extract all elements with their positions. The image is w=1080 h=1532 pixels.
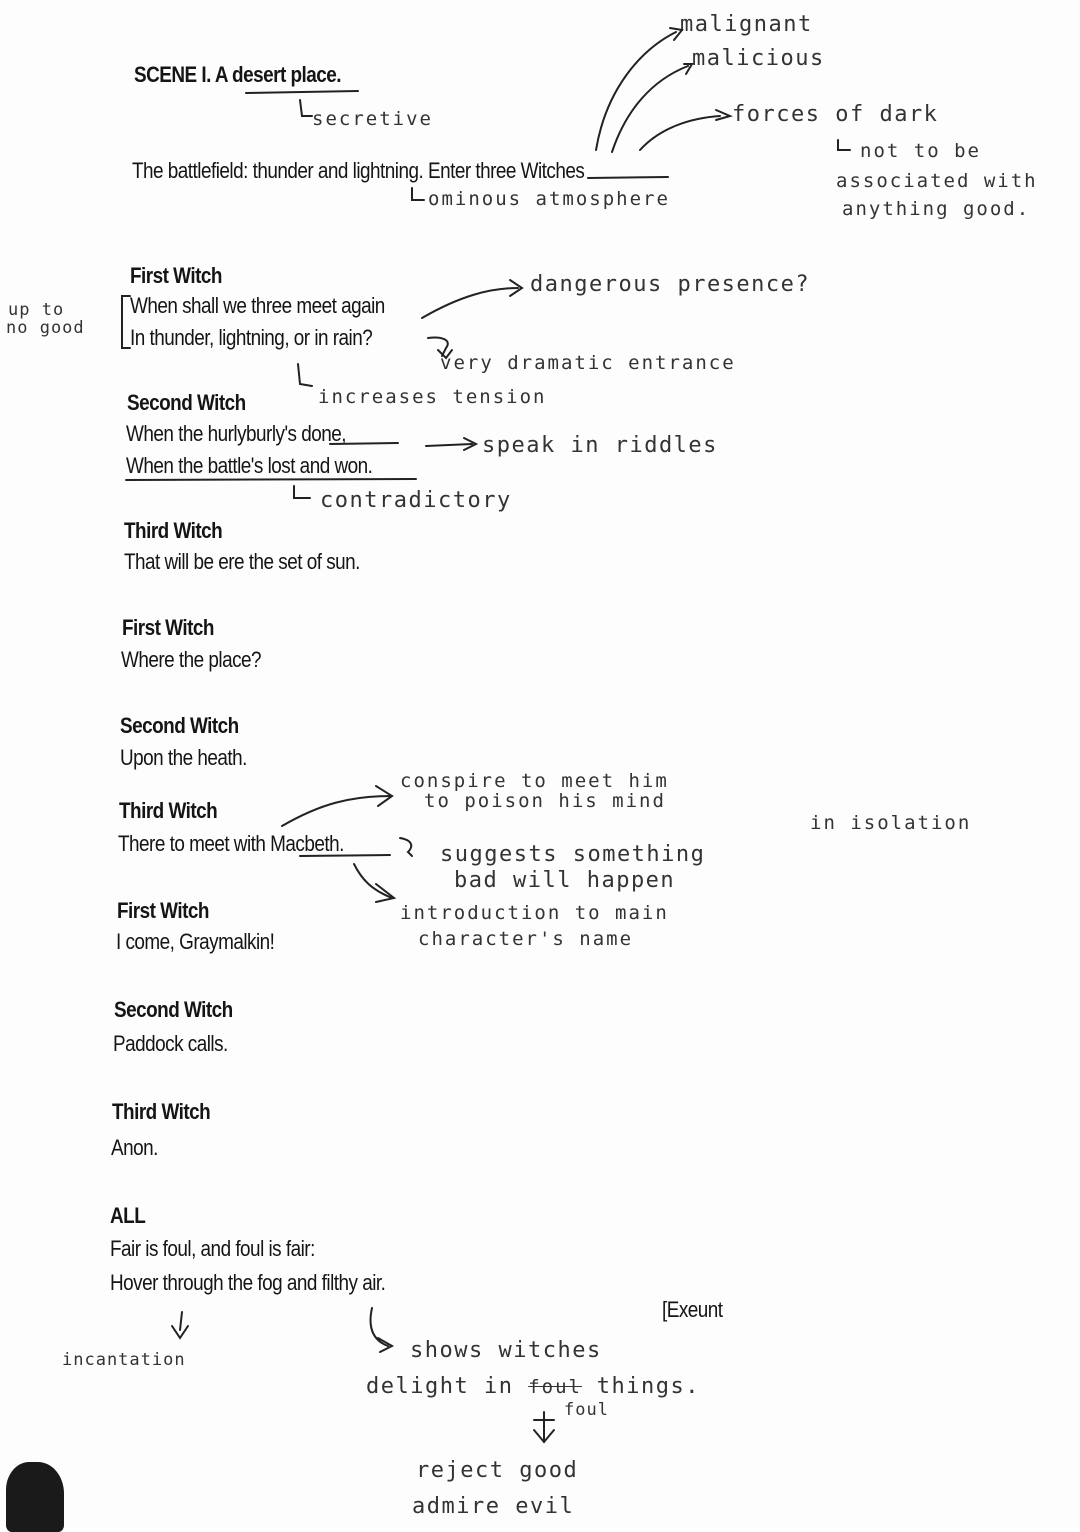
scan-shadow-blob bbox=[6, 1462, 64, 1532]
note-not-associated: associated with bbox=[836, 170, 1038, 192]
note-in-isolation: in isolation bbox=[810, 812, 972, 834]
speaker-name: First Witch bbox=[117, 898, 209, 923]
note-suggests-bad: bad will happen bbox=[454, 868, 676, 893]
speaker-name: First Witch bbox=[130, 263, 222, 288]
note-things: things. bbox=[596, 1374, 700, 1399]
note-introduction: character's name bbox=[418, 928, 634, 950]
note-up-to-no-good: no good bbox=[6, 318, 85, 338]
note-incantation: incantation bbox=[62, 1350, 186, 1370]
note-not-associated: anything good. bbox=[842, 198, 1031, 220]
note-increases-tension: increases tension bbox=[318, 386, 547, 408]
note-reject-good: reject good bbox=[416, 1458, 579, 1483]
note-foul-insert: foul bbox=[564, 1400, 609, 1420]
note-secretive: secretive bbox=[312, 108, 433, 130]
note-malignant: malignant bbox=[680, 12, 813, 37]
verse-line: That will be ere the set of sun. bbox=[124, 549, 360, 574]
note-dramatic-entrance: very dramatic entrance bbox=[440, 352, 736, 374]
note-not-associated: not to be bbox=[860, 140, 981, 162]
speaker-name: Third Witch bbox=[112, 1099, 211, 1124]
verse-line: In thunder, lightning, or in rain? bbox=[130, 325, 373, 350]
note-speak-in-riddles: speak in riddles bbox=[482, 433, 718, 458]
note-delight-text: delight in bbox=[366, 1374, 514, 1399]
verse-line: Where the place? bbox=[121, 647, 262, 672]
note-conspire: conspire to meet him bbox=[400, 770, 669, 792]
speaker-name: Third Witch bbox=[119, 798, 218, 823]
note-admire-evil: admire evil bbox=[412, 1494, 575, 1519]
note-delight bbox=[366, 1374, 700, 1399]
speaker-name: First Witch bbox=[122, 615, 214, 640]
verse-line: Hover through the fog and filthy air. bbox=[110, 1270, 386, 1295]
verse-line: When the hurlyburly's done, bbox=[126, 421, 347, 446]
note-shows-witches: shows witches bbox=[410, 1338, 602, 1363]
note-suggests-bad: suggests something bbox=[440, 842, 706, 867]
speaker-name: ALL bbox=[110, 1203, 146, 1228]
verse-line: I come, Graymalkin! bbox=[116, 929, 275, 954]
note-struck-word: foul bbox=[528, 1376, 582, 1398]
speaker-name: Third Witch bbox=[124, 518, 223, 543]
speaker-name: Second Witch bbox=[127, 390, 246, 415]
note-contradictory: contradictory bbox=[320, 488, 512, 513]
note-introduction: introduction to main bbox=[400, 902, 669, 924]
verse-line: Paddock calls. bbox=[113, 1031, 228, 1056]
verse-line: Anon. bbox=[111, 1135, 158, 1160]
note-conspire: to poison his mind bbox=[424, 790, 666, 812]
note-dangerous-presence: dangerous presence? bbox=[530, 272, 811, 297]
scene-heading: SCENE I. A desert place. bbox=[134, 62, 342, 87]
note-malicious: malicious bbox=[692, 46, 825, 71]
exeunt-direction: [Exeunt bbox=[662, 1297, 723, 1322]
verse-line: There to meet with Macbeth. bbox=[118, 831, 344, 856]
note-ominous: ominous atmosphere bbox=[428, 188, 670, 210]
stage-direction: The battlefield: thunder and lightning. Enter three Witches bbox=[132, 158, 585, 183]
note-forces-of-dark: forces of dark bbox=[732, 102, 939, 127]
verse-line: Upon the heath. bbox=[120, 745, 247, 770]
verse-line: Fair is foul, and foul is fair: bbox=[110, 1236, 315, 1261]
speaker-name: Second Witch bbox=[120, 713, 239, 738]
verse-line: When shall we three meet again bbox=[130, 293, 385, 318]
verse-line: When the battle's lost and won. bbox=[126, 453, 373, 478]
note-up-to-no-good: up to bbox=[8, 300, 65, 320]
speaker-name: Second Witch bbox=[114, 997, 233, 1022]
